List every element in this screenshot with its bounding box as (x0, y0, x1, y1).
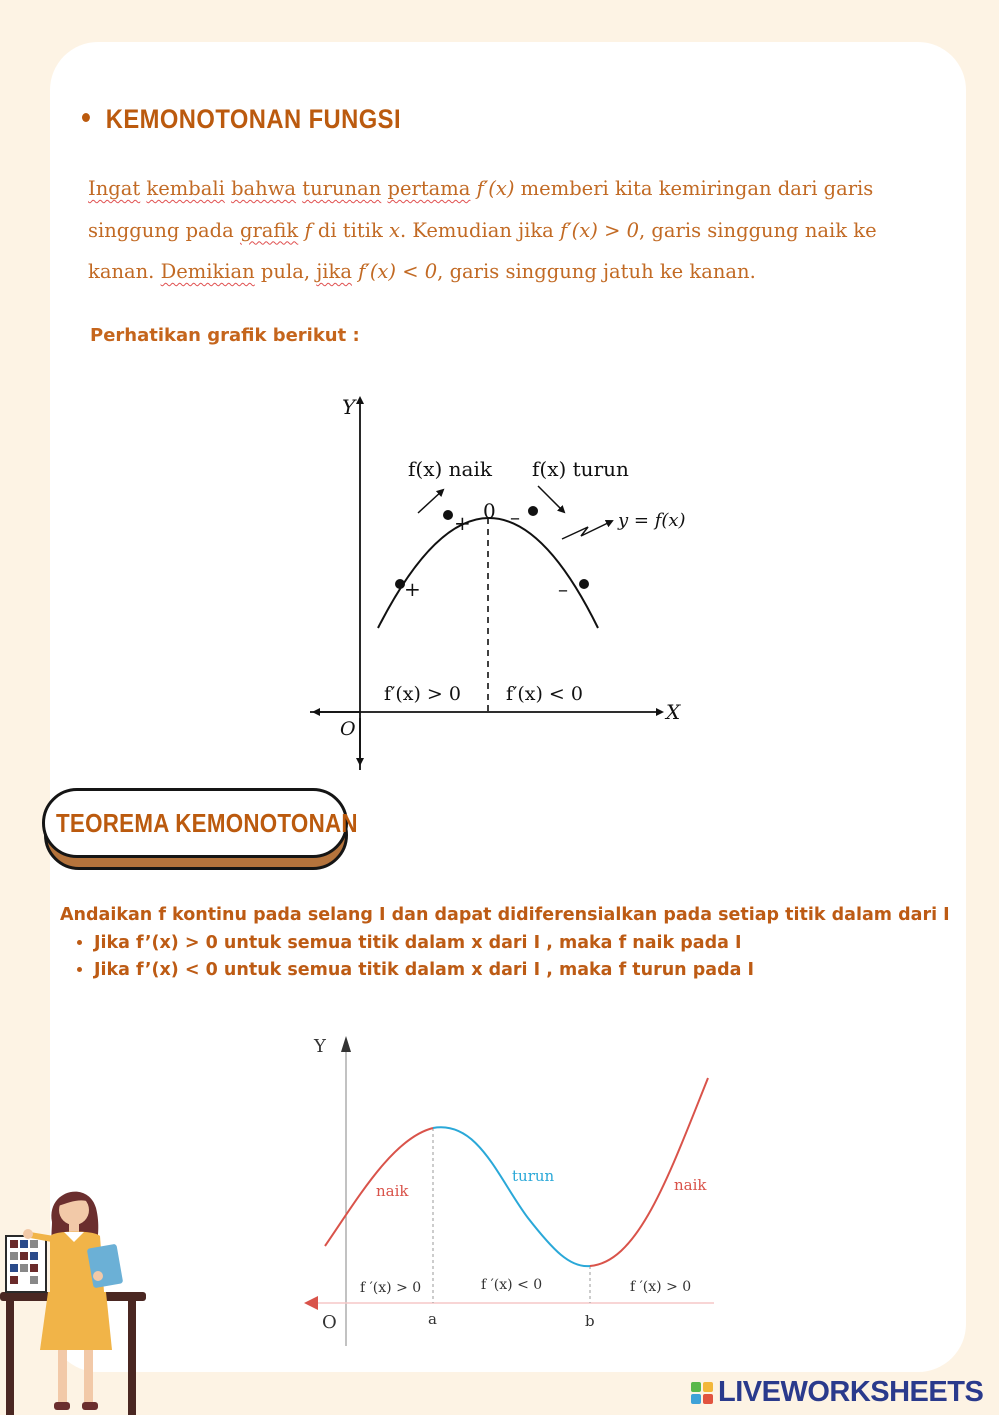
point-plus-high (443, 510, 453, 520)
deriv-label-2: f ′(x) < 0 (481, 1277, 543, 1293)
tick-b: b (585, 1312, 595, 1330)
teacher-skirt (40, 1292, 112, 1350)
desk-leg-left (6, 1301, 14, 1415)
teacher-shoe-right (82, 1402, 98, 1410)
naik-arrow (418, 490, 443, 513)
intro-word: Demikian (160, 260, 255, 283)
intro-text: pula, (254, 260, 317, 283)
curve-increasing-2 (590, 1078, 708, 1266)
deriv-label-1: f ′(x) > 0 (360, 1280, 422, 1296)
teacher-shoe-left (54, 1402, 70, 1410)
math-condition-negative: f′(x) < 0 (358, 260, 438, 283)
intro-line-3 (88, 251, 918, 293)
intro-word: kembali (146, 177, 225, 200)
chart-board-block (30, 1276, 38, 1284)
intro-text: , garis singgung naik ke (639, 218, 877, 242)
intro-text: , garis singgung jatuh ke kanan. (437, 260, 756, 283)
monotonic-graph-1 (300, 388, 700, 773)
theorem-item-increasing: • Jika f’(x) > 0 untuk semua titik dalam x dari I , maka f naik pada I (94, 930, 960, 958)
math-x: x (388, 218, 400, 242)
teacher-neck (69, 1224, 79, 1232)
intro-text: singgung pada (88, 218, 240, 242)
label-naik-1: naik (376, 1182, 409, 1200)
theorem-text (60, 902, 960, 985)
chart-board-block (20, 1264, 28, 1272)
theorem-badge (42, 788, 358, 872)
deriv-positive-label: f′(x) > 0 (384, 683, 461, 705)
chart-board-block (20, 1240, 28, 1248)
intro-word: grafik (239, 218, 299, 242)
graph-subheading: Perhatikan grafik berikut : (90, 325, 360, 346)
label-naik: f(x) naik (408, 457, 492, 481)
chart-board-block (30, 1252, 38, 1260)
math-condition-positive: f′(x) > 0 (560, 218, 640, 242)
intro-word: jika (316, 260, 352, 283)
label-naik-2: naik (674, 1176, 707, 1194)
teacher-leg-left (58, 1350, 67, 1402)
intro-text: . Kemudian jika (399, 218, 561, 242)
monotonic-graph-2 (298, 1028, 728, 1358)
teacher-hand-left (23, 1229, 33, 1239)
liveworksheets-icon (690, 1381, 716, 1405)
math-f: f (298, 218, 318, 242)
chart-board-block (20, 1252, 28, 1260)
x-axis-label: X (666, 700, 681, 724)
chart-board-block (10, 1276, 18, 1284)
intro-text: kanan. (88, 260, 161, 283)
liveworksheets-wordmark: LIVEWORKSHEETS (718, 1376, 984, 1408)
math-derivative: f′(x) (476, 177, 515, 200)
intro-text: di titik (317, 218, 389, 242)
chart-board-block (30, 1264, 38, 1272)
point-minus-high (528, 506, 538, 516)
intro-word: Ingat (88, 177, 141, 200)
chart-board-block (10, 1264, 18, 1272)
label-zero: 0 (483, 499, 496, 523)
theorem-list (60, 930, 960, 985)
label-turun: f(x) turun (532, 457, 629, 481)
plus-sign-low: + (404, 577, 421, 601)
point-minus-low (579, 579, 589, 589)
minus-sign-high: – (510, 505, 520, 529)
section-heading (82, 104, 401, 135)
chart-board-block (10, 1252, 18, 1260)
chart-board-block (10, 1240, 18, 1248)
y-axis-label: Y (342, 395, 356, 419)
theorem-item-decreasing: • Jika f’(x) < 0 untuk semua titik dalam x dari I , maka f turun pada I (94, 957, 960, 985)
label-turun: turun (512, 1167, 555, 1185)
teacher-illustration (0, 1180, 160, 1415)
deriv-negative-label: f′(x) < 0 (506, 683, 583, 705)
origin-label: O (322, 1312, 337, 1333)
intro-word: turunan (302, 177, 382, 200)
curve-decreasing (433, 1127, 590, 1266)
section-heading-text: KEMONOTONAN FUNGSI (105, 104, 402, 134)
label-curve: y = f(x) (618, 510, 686, 531)
intro-word: pertama (387, 177, 471, 200)
badge-label: TEOREMA KEMONOTONAN (56, 808, 358, 838)
liveworksheets-logo (690, 1376, 983, 1409)
teacher-hand (93, 1271, 103, 1281)
x-axis-arrowhead (304, 1296, 318, 1310)
intro-line-1 (88, 168, 918, 210)
minus-sign-low: – (558, 577, 568, 601)
plus-sign-high: + (454, 511, 471, 535)
chart-board-block (30, 1240, 38, 1248)
intro-paragraph (88, 168, 918, 293)
turun-arrow (538, 486, 564, 512)
teacher-leg-right (84, 1350, 93, 1402)
y-axis-label: Y (314, 1036, 326, 1057)
tick-a: a (428, 1310, 437, 1328)
desk-leg-right (128, 1301, 136, 1415)
theorem-intro: Andaikan f kontinu pada selang I dan dapat didiferensialkan pada setiap titik dalam dari I (60, 905, 950, 925)
intro-word: bahwa (231, 177, 297, 200)
bullet-dot (82, 113, 90, 122)
intro-line-2 (88, 210, 918, 252)
origin-label: O (340, 718, 356, 740)
intro-text: memberi kita kemiringan dari garis (514, 177, 874, 200)
y-axis-arrowhead (341, 1036, 351, 1052)
deriv-label-3: f ′(x) > 0 (630, 1279, 692, 1295)
curve-pointer (562, 521, 612, 539)
